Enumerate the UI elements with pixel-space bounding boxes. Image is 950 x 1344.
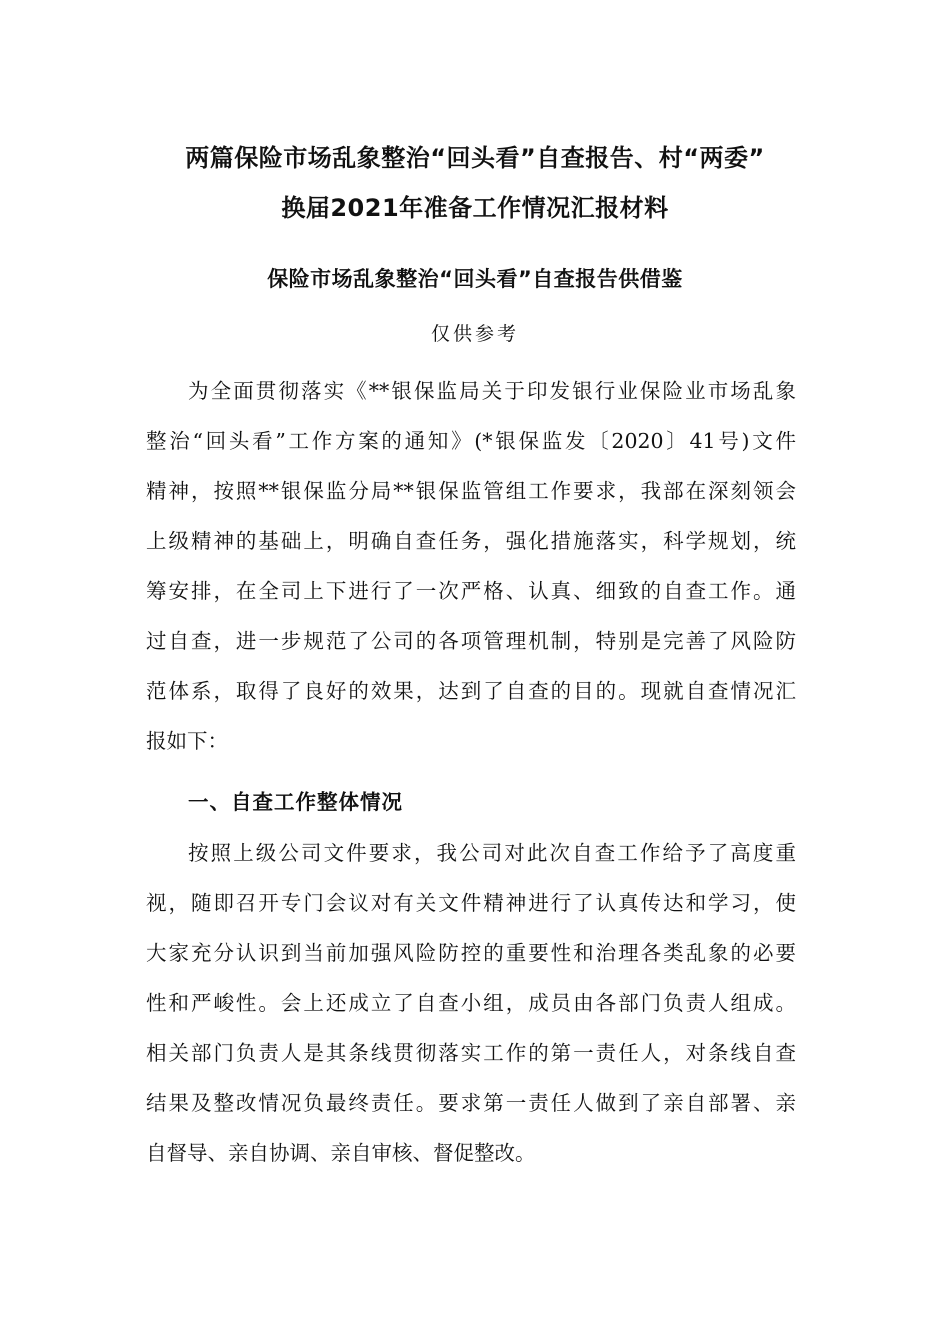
section-1-heading: 一、自查工作整体情况 bbox=[188, 790, 403, 814]
paragraph-1-line: 报如下： bbox=[146, 729, 228, 753]
report-subtitle: 保险市场乱象整治“回头看”自查报告供借鉴 bbox=[267, 267, 683, 291]
paragraph-2-line: 视，随即召开专门会议对有关文件精神进行了认真传达和学习，使 bbox=[146, 891, 796, 915]
paragraph-1-line: 整治“回头看”工作方案的通知》(*银保监发〔2020〕41号)文件 bbox=[146, 429, 796, 453]
paragraph-1-line: 筹安排，在全司上下进行了一次严格、认真、细致的自查工作。通 bbox=[146, 579, 796, 603]
paragraph-1-line: 上级精神的基础上，明确自查任务，强化措施落实，科学规划，统 bbox=[146, 529, 796, 553]
reference-note: 仅供参考 bbox=[430, 323, 519, 345]
paragraph-2-line: 自督导、亲自协调、亲自审核、督促整改。 bbox=[146, 1141, 536, 1165]
paragraph-1-line: 为全面贯彻落实《**银保监局关于印发银行业保险业市场乱象 bbox=[188, 379, 796, 403]
paragraph-2-line: 按照上级公司文件要求，我公司对此次自查工作给予了高度重 bbox=[188, 841, 796, 865]
paragraph-1-line: 范体系，取得了良好的效果，达到了自查的目的。现就自查情况汇 bbox=[146, 679, 796, 703]
paragraph-2-line: 大家充分认识到当前加强风险防控的重要性和治理各类乱象的必要 bbox=[146, 941, 796, 965]
document-title-line-1: 两篇保险市场乱象整治“回头看”自查报告、村“两委” bbox=[185, 144, 765, 172]
paragraph-2-line: 性和严峻性。会上还成立了自查小组，成员由各部门负责人组成。 bbox=[146, 991, 796, 1015]
paragraph-1-line: 精神，按照**银保监分局**银保监管组工作要求，我部在深刻领会 bbox=[146, 479, 796, 503]
paragraph-2-line: 结果及整改情况负最终责任。要求第一责任人做到了亲自部署、亲 bbox=[146, 1091, 796, 1115]
document-title-line-2: 换届2021年准备工作情况汇报材料 bbox=[281, 194, 669, 222]
paragraph-2-line: 相关部门负责人是其条线贯彻落实工作的第一责任人，对条线自查 bbox=[146, 1041, 796, 1065]
paragraph-1-line: 过自查，进一步规范了公司的各项管理机制，特别是完善了风险防 bbox=[146, 629, 796, 653]
